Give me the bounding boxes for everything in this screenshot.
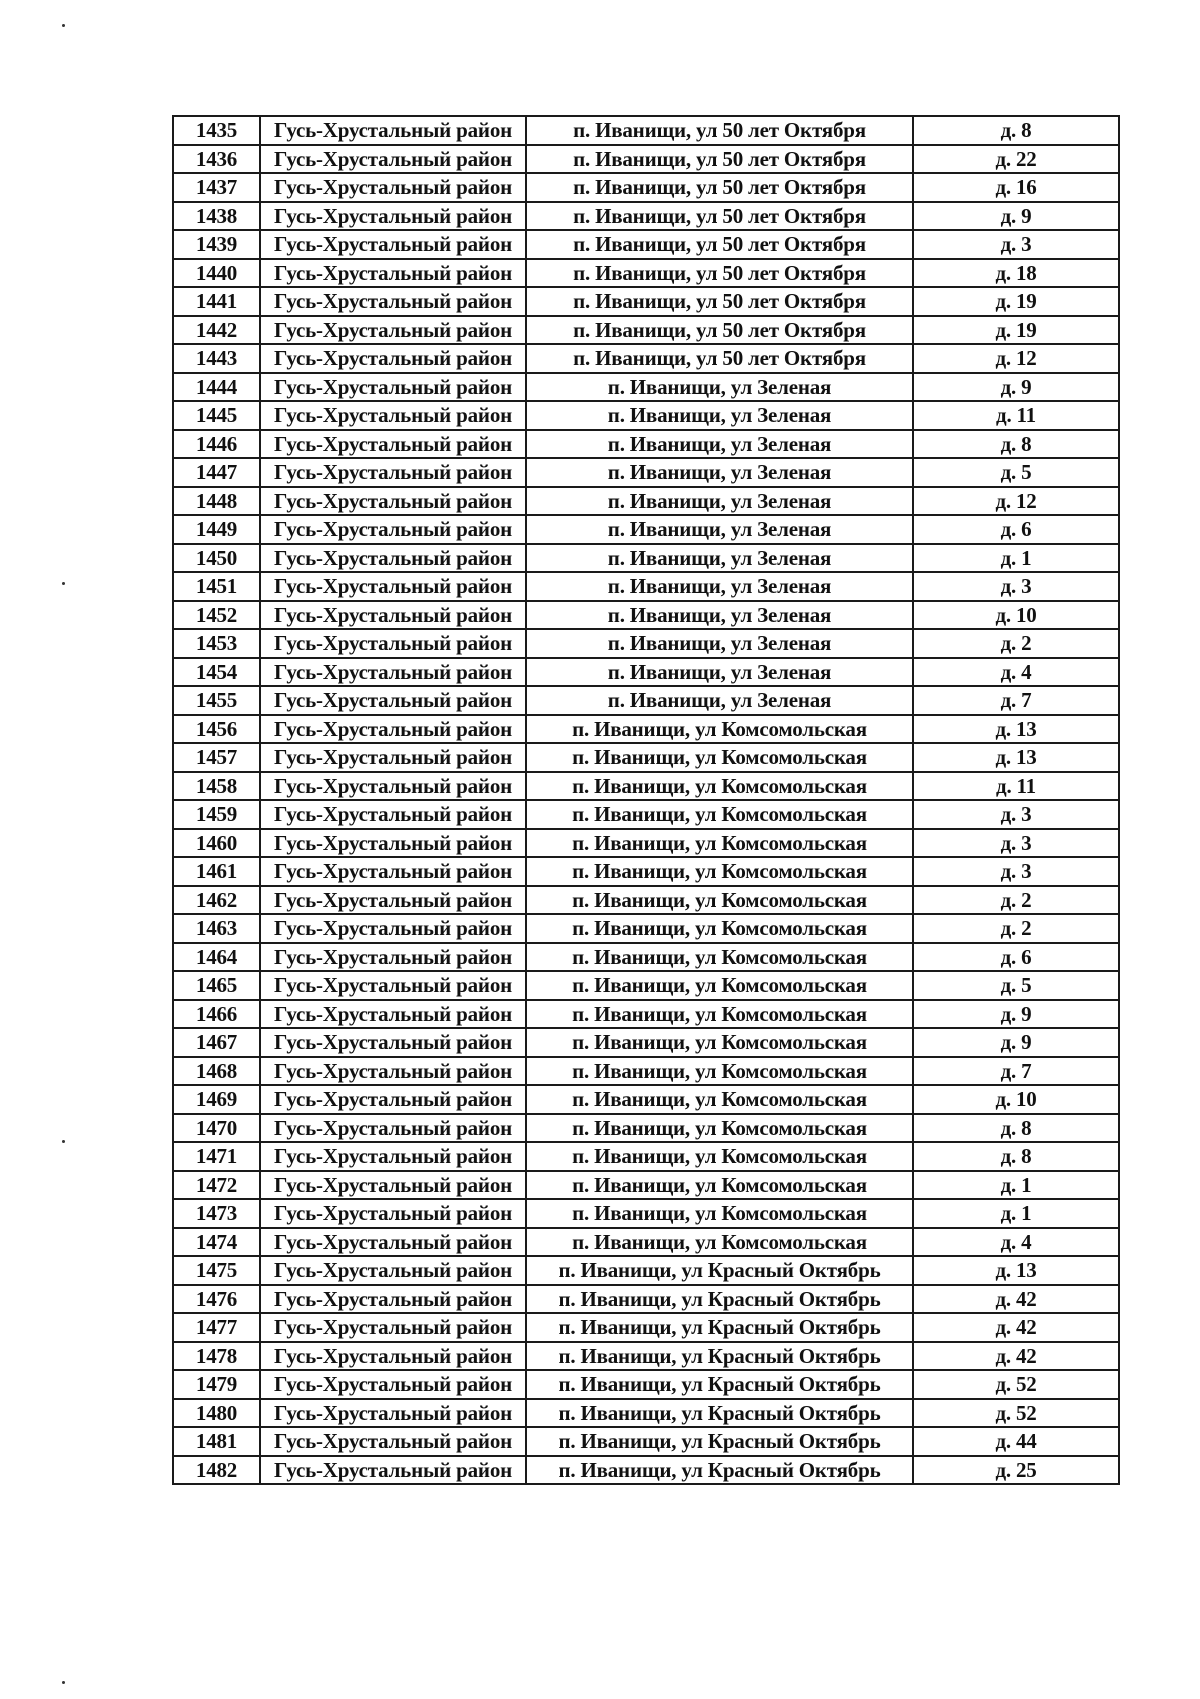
table-row [173, 1342, 1119, 1371]
table-row [173, 943, 1119, 972]
address-cell: п. Иванищи, ул 50 лет Октября [526, 316, 913, 345]
table-row [173, 487, 1119, 516]
row-number-cell: 1470 [173, 1114, 260, 1143]
address-cell: п. Иванищи, ул Красный Октябрь [526, 1370, 913, 1399]
row-number-cell: 1456 [173, 715, 260, 744]
table-row [173, 971, 1119, 1000]
address-cell: п. Иванищи, ул Зеленая [526, 629, 913, 658]
house-number-cell: д. 42 [913, 1313, 1119, 1342]
house-number-cell: д. 5 [913, 971, 1119, 1000]
house-number-cell: д. 2 [913, 629, 1119, 658]
district-cell: Гусь-Хрустальный район [260, 515, 526, 544]
district-cell: Гусь-Хрустальный район [260, 914, 526, 943]
district-cell: Гусь-Хрустальный район [260, 458, 526, 487]
address-cell: п. Иванищи, ул Зеленая [526, 686, 913, 715]
address-table-body [173, 116, 1119, 1484]
address-cell: п. Иванищи, ул Зеленая [526, 515, 913, 544]
table-row [173, 1171, 1119, 1200]
district-cell: Гусь-Хрустальный район [260, 173, 526, 202]
house-number-cell: д. 9 [913, 1000, 1119, 1029]
address-cell: п. Иванищи, ул Зеленая [526, 458, 913, 487]
house-number-cell: д. 11 [913, 401, 1119, 430]
address-cell: п. Иванищи, ул 50 лет Октября [526, 344, 913, 373]
district-cell: Гусь-Хрустальный район [260, 316, 526, 345]
row-number-cell: 1441 [173, 287, 260, 316]
district-cell: Гусь-Хрустальный район [260, 1199, 526, 1228]
district-cell: Гусь-Хрустальный район [260, 772, 526, 801]
house-number-cell: д. 1 [913, 544, 1119, 573]
row-number-cell: 1461 [173, 857, 260, 886]
row-number-cell: 1447 [173, 458, 260, 487]
row-number-cell: 1457 [173, 743, 260, 772]
district-cell: Гусь-Хрустальный район [260, 886, 526, 915]
house-number-cell: д. 52 [913, 1399, 1119, 1428]
district-cell: Гусь-Хрустальный район [260, 1142, 526, 1171]
house-number-cell: д. 3 [913, 800, 1119, 829]
house-number-cell: д. 42 [913, 1285, 1119, 1314]
row-number-cell: 1458 [173, 772, 260, 801]
row-number-cell: 1465 [173, 971, 260, 1000]
table-row [173, 857, 1119, 886]
house-number-cell: д. 9 [913, 373, 1119, 402]
row-number-cell: 1467 [173, 1028, 260, 1057]
row-number-cell: 1452 [173, 601, 260, 630]
row-number-cell: 1480 [173, 1399, 260, 1428]
address-cell: п. Иванищи, ул Красный Октябрь [526, 1285, 913, 1314]
house-number-cell: д. 16 [913, 173, 1119, 202]
address-cell: п. Иванищи, ул 50 лет Октября [526, 202, 913, 231]
district-cell: Гусь-Хрустальный район [260, 1370, 526, 1399]
house-number-cell: д. 1 [913, 1199, 1119, 1228]
row-number-cell: 1459 [173, 800, 260, 829]
house-number-cell: д. 7 [913, 1057, 1119, 1086]
row-number-cell: 1453 [173, 629, 260, 658]
row-number-cell: 1450 [173, 544, 260, 573]
row-number-cell: 1435 [173, 116, 260, 145]
table-row [173, 1000, 1119, 1029]
district-cell: Гусь-Хрустальный район [260, 1256, 526, 1285]
table-row [173, 1399, 1119, 1428]
house-number-cell: д. 13 [913, 743, 1119, 772]
row-number-cell: 1460 [173, 829, 260, 858]
table-row [173, 772, 1119, 801]
house-number-cell: д. 13 [913, 1256, 1119, 1285]
table-row [173, 316, 1119, 345]
address-cell: п. Иванищи, ул Красный Октябрь [526, 1399, 913, 1428]
district-cell: Гусь-Хрустальный район [260, 1313, 526, 1342]
district-cell: Гусь-Хрустальный район [260, 344, 526, 373]
row-number-cell: 1481 [173, 1427, 260, 1456]
table-row [173, 515, 1119, 544]
house-number-cell: д. 25 [913, 1456, 1119, 1485]
scan-speck [62, 582, 65, 585]
address-cell: п. Иванищи, ул Комсомольская [526, 1000, 913, 1029]
address-cell: п. Иванищи, ул Комсомольская [526, 886, 913, 915]
row-number-cell: 1436 [173, 145, 260, 174]
table-row [173, 230, 1119, 259]
table-row [173, 173, 1119, 202]
table-row [173, 1370, 1119, 1399]
house-number-cell: д. 22 [913, 145, 1119, 174]
address-cell: п. Иванищи, ул Комсомольская [526, 1085, 913, 1114]
row-number-cell: 1477 [173, 1313, 260, 1342]
address-cell: п. Иванищи, ул Красный Октябрь [526, 1456, 913, 1485]
table-row [173, 458, 1119, 487]
table-row [173, 1313, 1119, 1342]
district-cell: Гусь-Хрустальный район [260, 202, 526, 231]
row-number-cell: 1472 [173, 1171, 260, 1200]
district-cell: Гусь-Хрустальный район [260, 487, 526, 516]
house-number-cell: д. 52 [913, 1370, 1119, 1399]
district-cell: Гусь-Хрустальный район [260, 401, 526, 430]
house-number-cell: д. 6 [913, 943, 1119, 972]
row-number-cell: 1462 [173, 886, 260, 915]
district-cell: Гусь-Хрустальный район [260, 1000, 526, 1029]
table-row [173, 344, 1119, 373]
address-cell: п. Иванищи, ул 50 лет Октября [526, 116, 913, 145]
table-row [173, 1142, 1119, 1171]
district-cell: Гусь-Хрустальный район [260, 230, 526, 259]
table-row [173, 373, 1119, 402]
table-row [173, 1114, 1119, 1143]
district-cell: Гусь-Хрустальный район [260, 857, 526, 886]
house-number-cell: д. 44 [913, 1427, 1119, 1456]
row-number-cell: 1468 [173, 1057, 260, 1086]
table-row [173, 1456, 1119, 1485]
table-row [173, 1057, 1119, 1086]
row-number-cell: 1437 [173, 173, 260, 202]
district-cell: Гусь-Хрустальный район [260, 145, 526, 174]
address-cell: п. Иванищи, ул 50 лет Октября [526, 230, 913, 259]
row-number-cell: 1474 [173, 1228, 260, 1257]
row-number-cell: 1439 [173, 230, 260, 259]
address-cell: п. Иванищи, ул 50 лет Октября [526, 259, 913, 288]
row-number-cell: 1469 [173, 1085, 260, 1114]
row-number-cell: 1451 [173, 572, 260, 601]
house-number-cell: д. 19 [913, 287, 1119, 316]
table-row [173, 1028, 1119, 1057]
district-cell: Гусь-Хрустальный район [260, 658, 526, 687]
house-number-cell: д. 6 [913, 515, 1119, 544]
district-cell: Гусь-Хрустальный район [260, 1342, 526, 1371]
district-cell: Гусь-Хрустальный район [260, 1085, 526, 1114]
district-cell: Гусь-Хрустальный район [260, 829, 526, 858]
district-cell: Гусь-Хрустальный район [260, 373, 526, 402]
address-cell: п. Иванищи, ул Зеленая [526, 572, 913, 601]
table-row [173, 715, 1119, 744]
house-number-cell: д. 8 [913, 116, 1119, 145]
house-number-cell: д. 10 [913, 1085, 1119, 1114]
address-cell: п. Иванищи, ул Комсомольская [526, 1028, 913, 1057]
house-number-cell: д. 11 [913, 772, 1119, 801]
house-number-cell: д. 12 [913, 344, 1119, 373]
row-number-cell: 1449 [173, 515, 260, 544]
house-number-cell: д. 4 [913, 1228, 1119, 1257]
table-row [173, 544, 1119, 573]
district-cell: Гусь-Хрустальный район [260, 544, 526, 573]
row-number-cell: 1464 [173, 943, 260, 972]
district-cell: Гусь-Хрустальный район [260, 1028, 526, 1057]
address-cell: п. Иванищи, ул Красный Октябрь [526, 1427, 913, 1456]
address-cell: п. Иванищи, ул Комсомольская [526, 715, 913, 744]
row-number-cell: 1454 [173, 658, 260, 687]
house-number-cell: д. 9 [913, 202, 1119, 231]
house-number-cell: д. 42 [913, 1342, 1119, 1371]
district-cell: Гусь-Хрустальный район [260, 572, 526, 601]
row-number-cell: 1473 [173, 1199, 260, 1228]
table-row [173, 1285, 1119, 1314]
address-cell: п. Иванищи, ул Красный Октябрь [526, 1313, 913, 1342]
address-cell: п. Иванищи, ул Комсомольская [526, 1171, 913, 1200]
district-cell: Гусь-Хрустальный район [260, 1114, 526, 1143]
row-number-cell: 1448 [173, 487, 260, 516]
address-cell: п. Иванищи, ул Красный Октябрь [526, 1342, 913, 1371]
house-number-cell: д. 3 [913, 230, 1119, 259]
district-cell: Гусь-Хрустальный район [260, 743, 526, 772]
district-cell: Гусь-Хрустальный район [260, 1399, 526, 1428]
table-row [173, 401, 1119, 430]
district-cell: Гусь-Хрустальный район [260, 1427, 526, 1456]
table-row [173, 800, 1119, 829]
table-row [173, 116, 1119, 145]
house-number-cell: д. 10 [913, 601, 1119, 630]
table-row [173, 1199, 1119, 1228]
scan-speck [62, 24, 65, 27]
row-number-cell: 1482 [173, 1456, 260, 1485]
district-cell: Гусь-Хрустальный район [260, 1456, 526, 1485]
row-number-cell: 1445 [173, 401, 260, 430]
house-number-cell: д. 2 [913, 886, 1119, 915]
house-number-cell: д. 12 [913, 487, 1119, 516]
address-cell: п. Иванищи, ул Зеленая [526, 373, 913, 402]
house-number-cell: д. 19 [913, 316, 1119, 345]
district-cell: Гусь-Хрустальный район [260, 971, 526, 1000]
district-cell: Гусь-Хрустальный район [260, 1285, 526, 1314]
house-number-cell: д. 3 [913, 829, 1119, 858]
district-cell: Гусь-Хрустальный район [260, 1228, 526, 1257]
table-row [173, 686, 1119, 715]
district-cell: Гусь-Хрустальный район [260, 800, 526, 829]
address-cell: п. Иванищи, ул Зеленая [526, 487, 913, 516]
row-number-cell: 1438 [173, 202, 260, 231]
table-row [173, 601, 1119, 630]
row-number-cell: 1455 [173, 686, 260, 715]
table-row [173, 1085, 1119, 1114]
address-cell: п. Иванищи, ул Комсомольская [526, 1114, 913, 1143]
house-number-cell: д. 9 [913, 1028, 1119, 1057]
address-cell: п. Иванищи, ул Комсомольская [526, 1228, 913, 1257]
table-row [173, 145, 1119, 174]
house-number-cell: д. 8 [913, 1142, 1119, 1171]
district-cell: Гусь-Хрустальный район [260, 601, 526, 630]
address-cell: п. Иванищи, ул Зеленая [526, 430, 913, 459]
table-row [173, 914, 1119, 943]
address-cell: п. Иванищи, ул Комсомольская [526, 1142, 913, 1171]
house-number-cell: д. 18 [913, 259, 1119, 288]
row-number-cell: 1443 [173, 344, 260, 373]
scan-speck [62, 1681, 65, 1684]
table-row [173, 287, 1119, 316]
table-row [173, 1228, 1119, 1257]
row-number-cell: 1446 [173, 430, 260, 459]
row-number-cell: 1476 [173, 1285, 260, 1314]
district-cell: Гусь-Хрустальный район [260, 430, 526, 459]
district-cell: Гусь-Хрустальный район [260, 116, 526, 145]
row-number-cell: 1444 [173, 373, 260, 402]
district-cell: Гусь-Хрустальный район [260, 259, 526, 288]
table-row [173, 430, 1119, 459]
district-cell: Гусь-Хрустальный район [260, 686, 526, 715]
house-number-cell: д. 5 [913, 458, 1119, 487]
district-cell: Гусь-Хрустальный район [260, 1171, 526, 1200]
district-cell: Гусь-Хрустальный район [260, 287, 526, 316]
row-number-cell: 1442 [173, 316, 260, 345]
house-number-cell: д. 8 [913, 1114, 1119, 1143]
house-number-cell: д. 3 [913, 857, 1119, 886]
scan-speck [62, 1140, 65, 1143]
address-cell: п. Иванищи, ул Комсомольская [526, 772, 913, 801]
address-cell: п. Иванищи, ул Зеленая [526, 401, 913, 430]
row-number-cell: 1475 [173, 1256, 260, 1285]
house-number-cell: д. 1 [913, 1171, 1119, 1200]
house-number-cell: д. 2 [913, 914, 1119, 943]
district-cell: Гусь-Хрустальный район [260, 629, 526, 658]
table-row [173, 572, 1119, 601]
address-cell: п. Иванищи, ул 50 лет Октября [526, 173, 913, 202]
house-number-cell: д. 4 [913, 658, 1119, 687]
district-cell: Гусь-Хрустальный район [260, 1057, 526, 1086]
table-row [173, 202, 1119, 231]
district-cell: Гусь-Хрустальный район [260, 715, 526, 744]
address-cell: п. Иванищи, ул Комсомольская [526, 1199, 913, 1228]
row-number-cell: 1440 [173, 259, 260, 288]
address-cell: п. Иванищи, ул Комсомольская [526, 857, 913, 886]
house-number-cell: д. 3 [913, 572, 1119, 601]
address-cell: п. Иванищи, ул Комсомольская [526, 1057, 913, 1086]
table-row [173, 658, 1119, 687]
house-number-cell: д. 7 [913, 686, 1119, 715]
address-cell: п. Иванищи, ул 50 лет Октября [526, 145, 913, 174]
address-cell: п. Иванищи, ул Зеленая [526, 544, 913, 573]
row-number-cell: 1478 [173, 1342, 260, 1371]
address-cell: п. Иванищи, ул Комсомольская [526, 800, 913, 829]
address-cell: п. Иванищи, ул Комсомольская [526, 943, 913, 972]
address-cell: п. Иванищи, ул Комсомольская [526, 914, 913, 943]
row-number-cell: 1479 [173, 1370, 260, 1399]
house-number-cell: д. 13 [913, 715, 1119, 744]
table-row [173, 829, 1119, 858]
address-cell: п. Иванищи, ул Красный Октябрь [526, 1256, 913, 1285]
row-number-cell: 1471 [173, 1142, 260, 1171]
table-row [173, 259, 1119, 288]
house-number-cell: д. 8 [913, 430, 1119, 459]
address-table [172, 115, 1120, 1485]
address-cell: п. Иванищи, ул Зеленая [526, 658, 913, 687]
table-row [173, 1256, 1119, 1285]
row-number-cell: 1463 [173, 914, 260, 943]
district-cell: Гусь-Хрустальный район [260, 943, 526, 972]
table-row [173, 886, 1119, 915]
address-cell: п. Иванищи, ул Зеленая [526, 601, 913, 630]
row-number-cell: 1466 [173, 1000, 260, 1029]
table-row [173, 1427, 1119, 1456]
address-cell: п. Иванищи, ул 50 лет Октября [526, 287, 913, 316]
table-row [173, 743, 1119, 772]
address-cell: п. Иванищи, ул Комсомольская [526, 971, 913, 1000]
address-cell: п. Иванищи, ул Комсомольская [526, 829, 913, 858]
table-row [173, 629, 1119, 658]
address-cell: п. Иванищи, ул Комсомольская [526, 743, 913, 772]
